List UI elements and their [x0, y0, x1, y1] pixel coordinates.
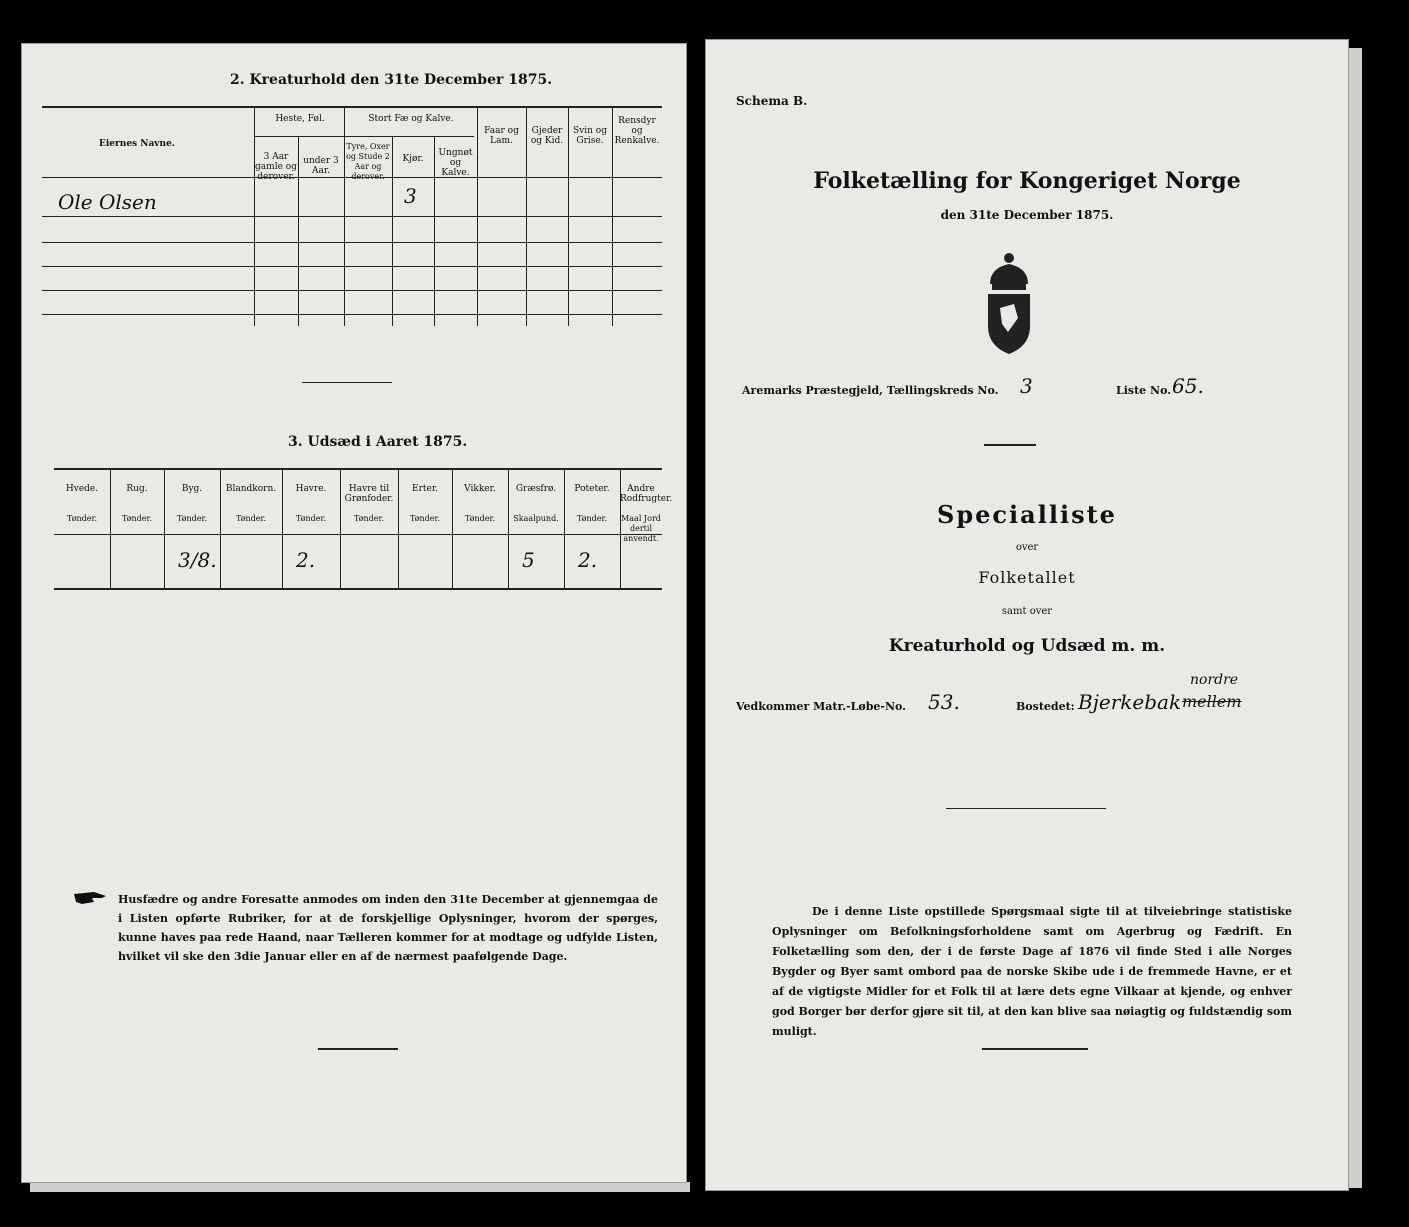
table2-top-rule — [42, 106, 662, 108]
seed-unit: Skaalpund. — [513, 514, 559, 523]
seed-header: Græsfrø. — [515, 484, 557, 494]
seed-unit: Tønder. — [576, 514, 608, 523]
seed-header: Vikker. — [464, 484, 496, 494]
header-owner: Eiernes Navne. — [99, 139, 175, 149]
samt-over-label: samt over — [1001, 606, 1053, 617]
table2-bottom-rule — [42, 314, 662, 315]
table2-row-rule — [42, 242, 662, 243]
special-title: Specialliste — [937, 500, 1117, 529]
cows-count: 3 — [404, 184, 417, 208]
seed-value: 5 — [522, 548, 535, 572]
header-horses-b: under 3 Aar. — [303, 156, 339, 176]
seed-table — [54, 470, 673, 588]
seed-header: Havre. — [295, 484, 327, 494]
seed-header: Hvede. — [65, 484, 99, 494]
district-number: 3 — [1020, 374, 1033, 398]
right-page — [706, 40, 1348, 1190]
subheader-rule — [254, 136, 474, 137]
col-divider — [254, 106, 255, 326]
divider — [318, 1048, 398, 1050]
header-cattle-a: Tyre, Oxer og Stude 2 Aar og derover. — [346, 142, 390, 181]
header-pigs: Svin og Grise. — [573, 126, 607, 146]
seed-unit: Tønder. — [235, 514, 267, 523]
header-horses-a: 3 Aar gamle og derover. — [255, 152, 297, 182]
schema-label: Schema B. — [736, 94, 808, 108]
seed-header: Erter. — [412, 484, 438, 494]
seed-value: 2. — [578, 548, 598, 572]
pointing-hand-icon — [72, 888, 108, 908]
seed-value: 3/8. — [178, 548, 217, 572]
seed-header: Rug. — [126, 484, 148, 494]
header-reindeer: Rensdyr og Renkalve. — [614, 116, 660, 146]
table3-bottom-rule — [54, 588, 662, 590]
header-sheep: Faar og Lam. — [484, 126, 519, 146]
bosted-label: Bostedet: — [1016, 700, 1075, 713]
seed-unit: Tønder. — [353, 514, 385, 523]
header-goats: Gjeder og Kid. — [530, 126, 564, 146]
kreatur-label: Kreaturhold og Udsæd m. m. — [888, 636, 1166, 656]
right-page-edge — [1348, 48, 1362, 1188]
list-label: Liste No. — [1116, 384, 1172, 397]
bosted-value: Bjerkebak — [1078, 690, 1182, 714]
seed-unit: Tønder. — [409, 514, 441, 523]
seed-header: Poteter. — [574, 484, 610, 494]
header-cattle-c: Ungnøt og Kalve. — [438, 148, 473, 178]
left-page-edge — [30, 1182, 690, 1192]
seed-unit: Tønder. — [295, 514, 327, 523]
header-cattle-b: Kjør. — [402, 154, 424, 164]
seed-unit: Tønder. — [121, 514, 153, 523]
col-divider — [392, 136, 393, 326]
notice-text: Husfædre og andre Foresatte anmodes om inden den 31te December at gjennemgaa de i Listen opførte Rubriker, for at de forskjellige Oplysninger, hvorom der spørges, kunne haves paa rede Haand, naar Tælleren kommer for at modtage og udfylde Listen, hvilket vil ske den 3die Januar eller en af de nærmest paafølgende Dage. — [118, 893, 658, 963]
section2-title: 2. Kreaturhold den 31te December 1875. — [230, 72, 553, 88]
list-number: 65. — [1172, 374, 1204, 398]
matr-label: Vedkommer Matr.-Løbe-No. — [736, 700, 906, 713]
seed-unit: Tønder. — [176, 514, 208, 523]
section3-title: 3. Udsæd i Aaret 1875. — [288, 434, 468, 450]
divider — [984, 444, 1036, 446]
divider — [302, 382, 392, 383]
left-page — [22, 44, 686, 1182]
matr-number: 53. — [928, 690, 960, 714]
table2-row-rule — [42, 290, 662, 291]
seed-value: 2. — [296, 548, 316, 572]
table2-row-rule — [42, 266, 662, 267]
bosted-struck: mellem — [1182, 692, 1242, 711]
seed-header: Blandkorn. — [225, 484, 277, 494]
parish-label: Aremarks Præstegjeld, Tællingskreds No. — [742, 384, 999, 397]
seed-unit: Tønder. — [464, 514, 496, 523]
over-label: over — [1015, 542, 1039, 553]
coat-of-arms-icon — [976, 248, 1042, 358]
seed-header: Andre Rodfrugter. — [620, 484, 673, 504]
header-horses: Heste, Føl. — [275, 114, 325, 124]
seed-header: Havre til Grønfoder. — [344, 484, 394, 504]
table2-row-rule — [42, 216, 662, 217]
bosted-inserted: nordre — [1190, 672, 1239, 688]
seed-header: Byg. — [181, 484, 203, 494]
seed-unit: Maal Jord dertil anvendt. — [621, 514, 661, 543]
footer-text: De i denne Liste opstillede Spørgsmaal sigte til at tilveiebringe statistiske Oplysninger om Befolkningsforholdene samt om Agerbrug og Fædrift. En Folketælling som den, der i de første Dage af 1876 vil finde Sted i alle Norges Bygder og Byer samt ombord paa de norske Skibe ude i de fremmede Havne, er et af de vigtigste Midler for et Folk til at lære dets egne Vilkaar at kjende, og enhver god Borger bør derfor gjøre sit til, at den kan blive saa nøiagtig og fuldstændig som muligt. — [772, 905, 1292, 1038]
seed-unit: Tønder. — [66, 514, 98, 523]
date-line: den 31te December 1875. — [940, 208, 1114, 222]
divider — [982, 1048, 1088, 1050]
col-divider — [344, 106, 345, 326]
header-cattle: Stort Fæ og Kalve. — [368, 114, 454, 124]
divider — [946, 808, 1106, 809]
owner-name: Ole Olsen — [58, 190, 157, 214]
main-title: Folketælling for Kongeriget Norge — [813, 168, 1241, 194]
folketallet-label: Folketallet — [978, 568, 1076, 587]
